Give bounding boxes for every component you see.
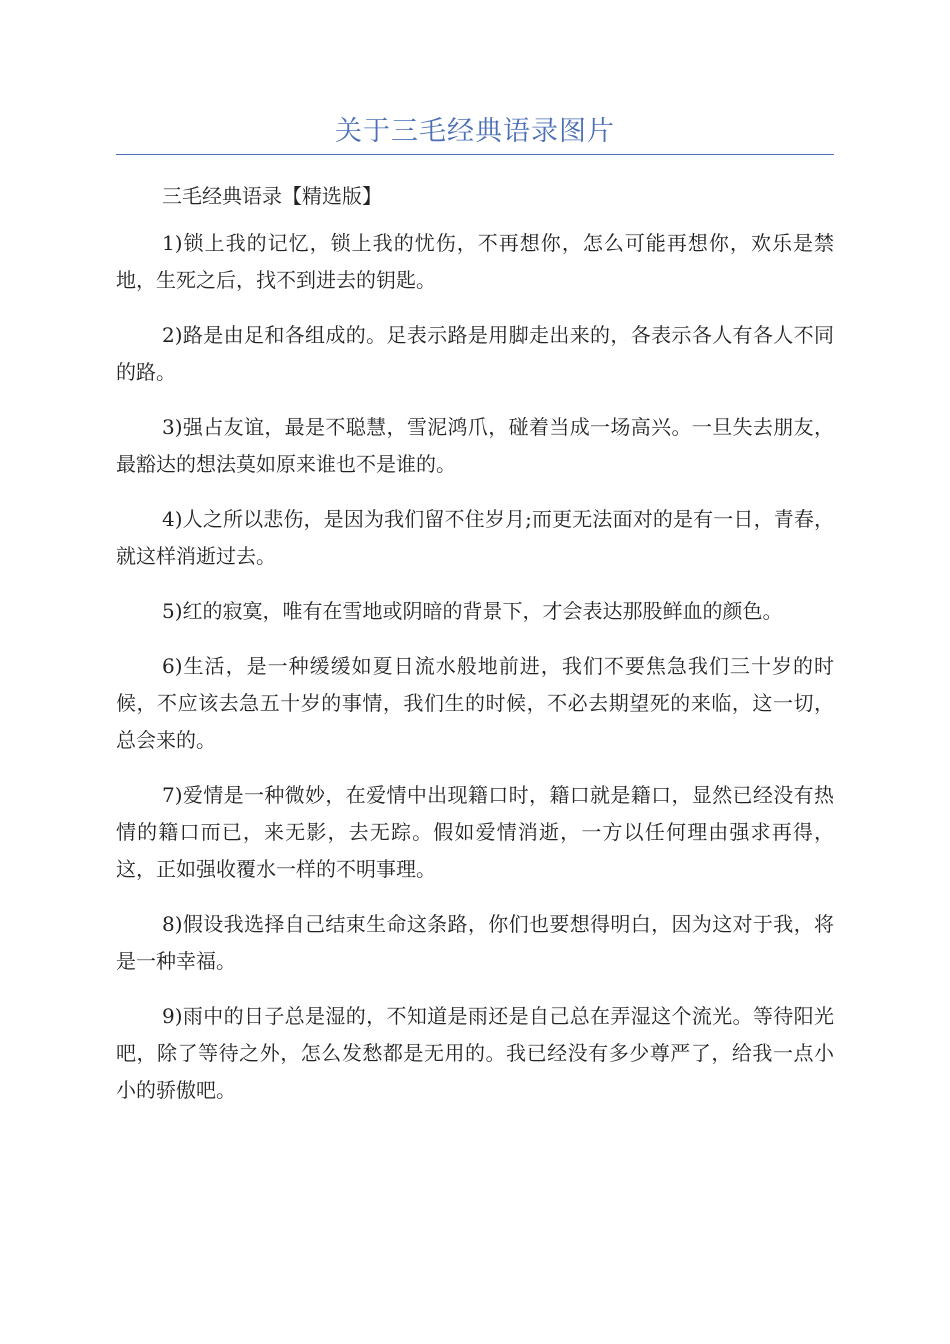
quote-paragraph: 8)假设我选择自己结束生命这条路，你们也要想得明白，因为这对于我，将是一种幸福。 bbox=[116, 912, 834, 973]
quote-paragraph: 9)雨中的日子总是湿的，不知道是雨还是自己总在弄湿这个流光。等待阳光吧，除了等待之外，怎么发愁都是无用的。我已经没有多少尊严了，给我一点小小的骄傲吧。 bbox=[116, 1004, 834, 1102]
quote-list bbox=[116, 225, 834, 1109]
quote-paragraph: 6)生活，是一种缓缓如夏日流水般地前进，我们不要焦急我们三十岁的时候，不应该去急五十岁的事情，我们生的时候，不必去期望死的来临，这一切，总会来的。 bbox=[116, 654, 834, 752]
quote-paragraph: 4)人之所以悲伤，是因为我们留不住岁月;而更无法面对的是有一日，青春，就这样消逝过去。 bbox=[116, 507, 834, 568]
title-underline bbox=[116, 154, 834, 155]
quote-paragraph: 1)锁上我的记忆，锁上我的忧伤，不再想你，怎么可能再想你，欢乐是禁地，生死之后，找不到进去的钥匙。 bbox=[116, 231, 834, 292]
quote-paragraph: 2)路是由足和各组成的。足表示路是用脚走出来的，各表示各人有各人不同的路。 bbox=[116, 323, 834, 384]
quote-paragraph: 3)强占友谊，最是不聪慧，雪泥鸿爪，碰着当成一场高兴。一旦失去朋友，最豁达的想法莫如原来谁也不是谁的。 bbox=[116, 415, 834, 476]
page-title: 关于三毛经典语录图片 bbox=[335, 116, 615, 147]
document-page bbox=[116, 0, 834, 1127]
quote-paragraph: 7)爱情是一种微妙，在爱情中出现籍口时，籍口就是籍口，显然已经没有热情的籍口而已，来无影，去无踪。假如爱情消逝，一方以任何理由强求再得，这，正如强收覆水一样的不明事理。 bbox=[116, 783, 834, 881]
section-heading: 三毛经典语录【精选版】 bbox=[162, 184, 382, 208]
quote-paragraph: 5)红的寂寞，唯有在雪地或阴暗的背景下，才会表达那股鲜血的颜色。 bbox=[162, 599, 783, 623]
